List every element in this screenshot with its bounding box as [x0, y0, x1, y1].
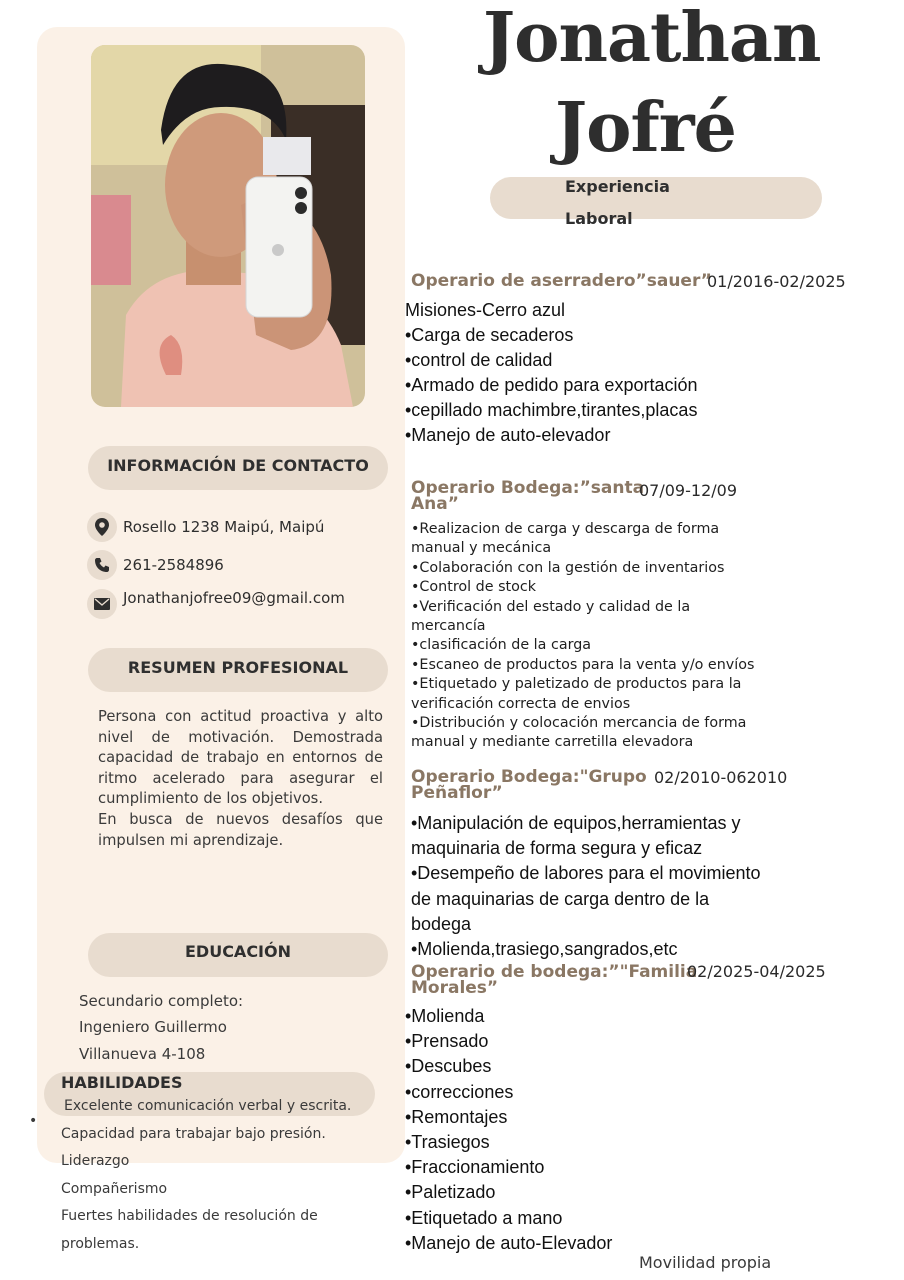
job-item: •Prensado	[405, 1031, 489, 1052]
education-line: Ingeniero Guillermo	[79, 1018, 227, 1036]
job-item: •control de calidad	[405, 350, 553, 370]
summary-paragraph: Persona con actitud proactiva y alto nivel de motivación. Demostrada capacidad de trabajo en entornos de ritmo acelerado para asegurar el cumplimiento de los objetivos.	[98, 708, 383, 808]
job-item: •cepillado machimbre,tirantes,placas	[405, 400, 698, 420]
job-title-line: Peñaflor”	[411, 783, 503, 803]
education-heading: EDUCACIÓN	[184, 942, 291, 961]
job-item: bodega	[411, 913, 472, 934]
bullet-dot: •	[29, 1113, 38, 1129]
contact-header-pill	[88, 446, 388, 490]
job-item: •Remontajes	[405, 1106, 508, 1127]
job-item: •Trasiegos	[405, 1132, 490, 1153]
name-first: Jonathan	[483, 0, 821, 78]
contact-heading: INFORMACIÓN DE CONTACTO	[107, 456, 369, 475]
job-item: •Etiquetado a mano	[405, 1207, 563, 1228]
job-date: 07/09-12/09	[639, 481, 737, 500]
job-item: •Escaneo de productos para la venta y/o envíos	[411, 656, 755, 673]
envelope-icon	[87, 589, 117, 619]
education-line: Villanueva 4-108	[79, 1045, 206, 1063]
contact-phone[interactable]: 261-2584896	[123, 556, 224, 574]
phone-icon	[87, 550, 117, 580]
job-item: •correcciones	[405, 1081, 514, 1102]
job-item: •Realizacion de carga y descarga de forma	[411, 521, 720, 537]
job-item: •Colaboración con la gestión de inventarios	[411, 559, 725, 576]
experience-heading-line: Laboral	[565, 209, 633, 228]
job-item: •Control de stock	[411, 579, 537, 596]
job-item: de maquinarias de carga dentro de la	[411, 888, 710, 909]
job-title: Operario de aserradero”sauer”	[411, 271, 712, 291]
job-title-line: Morales”	[411, 978, 499, 998]
job-item: verificación correcta de envios	[411, 695, 631, 712]
job-item: •Armado de pedido para exportación	[405, 375, 698, 395]
summary-paragraph: En busca de nuevos desafíos que impulsen mi aprendizaje.	[98, 810, 383, 849]
contact-phone-row	[87, 550, 224, 580]
job-item: manual y mediante carretilla elevadora	[411, 734, 694, 751]
contact-address-row	[87, 512, 324, 542]
job-item: mercancía	[411, 618, 486, 635]
job-item: •Paletizado	[405, 1182, 496, 1203]
skill-item: problemas.	[61, 1236, 140, 1252]
job-date: 02/2025-04/2025	[687, 962, 826, 981]
job-item: maquinaria de forma segura y eficaz	[411, 838, 703, 859]
contact-email-row	[87, 589, 345, 619]
job-title-line: Operario Bodega:”santa	[411, 478, 645, 498]
job-date: 02/2010-062010	[654, 768, 788, 787]
skill-item: Excelente comunicación verbal y escrita.	[64, 1098, 352, 1114]
summary-text	[98, 707, 383, 851]
summary-heading: RESUMEN PROFESIONAL	[127, 658, 349, 677]
job-item: •Manipulación de equipos,herramientas y	[411, 813, 741, 833]
job-items	[405, 298, 698, 448]
job-title	[411, 480, 644, 512]
job-title-line: Ana”	[411, 494, 459, 514]
job-title	[411, 964, 697, 996]
job-item: •Descubes	[405, 1056, 492, 1077]
education-header-pill	[88, 933, 388, 977]
job-item: •Etiquetado y paletizado de productos para la	[411, 676, 742, 693]
skill-item: Capacidad para trabajar bajo presión.	[61, 1126, 326, 1142]
contact-email[interactable]: Jonathanjofree09@gmail.com	[123, 589, 345, 607]
job-item: •Molienda,trasiego,sangrados,etc	[411, 939, 678, 960]
skill-item: Liderazgo	[61, 1153, 130, 1169]
job-item: Misiones-Cerro azul	[405, 300, 566, 320]
name-last: Jofré	[555, 88, 736, 168]
job-item: •Manejo de auto-Elevador	[405, 1232, 613, 1253]
job-item: •Fraccionamiento	[405, 1157, 545, 1178]
job-title-line: Operario de bodega:”"Familia	[411, 962, 698, 982]
job-item: •Manejo de auto-elevador	[405, 425, 611, 445]
job-item: •Distribución y colocación mercancia de forma	[411, 715, 747, 732]
education-line: Secundario completo:	[79, 992, 244, 1010]
job-title-line: Operario Bodega:"Grupo	[411, 767, 647, 787]
experience-heading	[565, 171, 670, 235]
contact-address: Rosello 1238 Maipú, Maipú	[123, 518, 325, 536]
job-items	[411, 811, 761, 962]
job-items	[411, 520, 754, 753]
summary-header-pill	[88, 648, 388, 692]
skill-item: Compañerismo	[61, 1181, 168, 1197]
profile-photo	[91, 45, 365, 407]
skill-item: Fuertes habilidades de resolución de	[61, 1208, 318, 1224]
footer-mobility: Movilidad propia	[639, 1253, 772, 1272]
skills-heading: HABILIDADES	[61, 1073, 183, 1092]
job-title	[411, 769, 647, 801]
job-item: •Carga de secaderos	[405, 325, 574, 345]
job-item: •Molienda	[405, 1006, 485, 1026]
job-date: 01/2016-02/2025	[707, 272, 846, 291]
job-items	[405, 1004, 612, 1256]
job-item: manual y mecánica	[411, 540, 552, 557]
job-item: •Desempeño de labores para el movimiento	[411, 863, 761, 884]
location-pin-icon	[87, 512, 117, 542]
job-item: •Verificación del estado y calidad de la	[411, 598, 691, 615]
experience-heading-line: Experiencia	[565, 177, 670, 196]
job-item: •clasificación de la carga	[411, 637, 592, 654]
